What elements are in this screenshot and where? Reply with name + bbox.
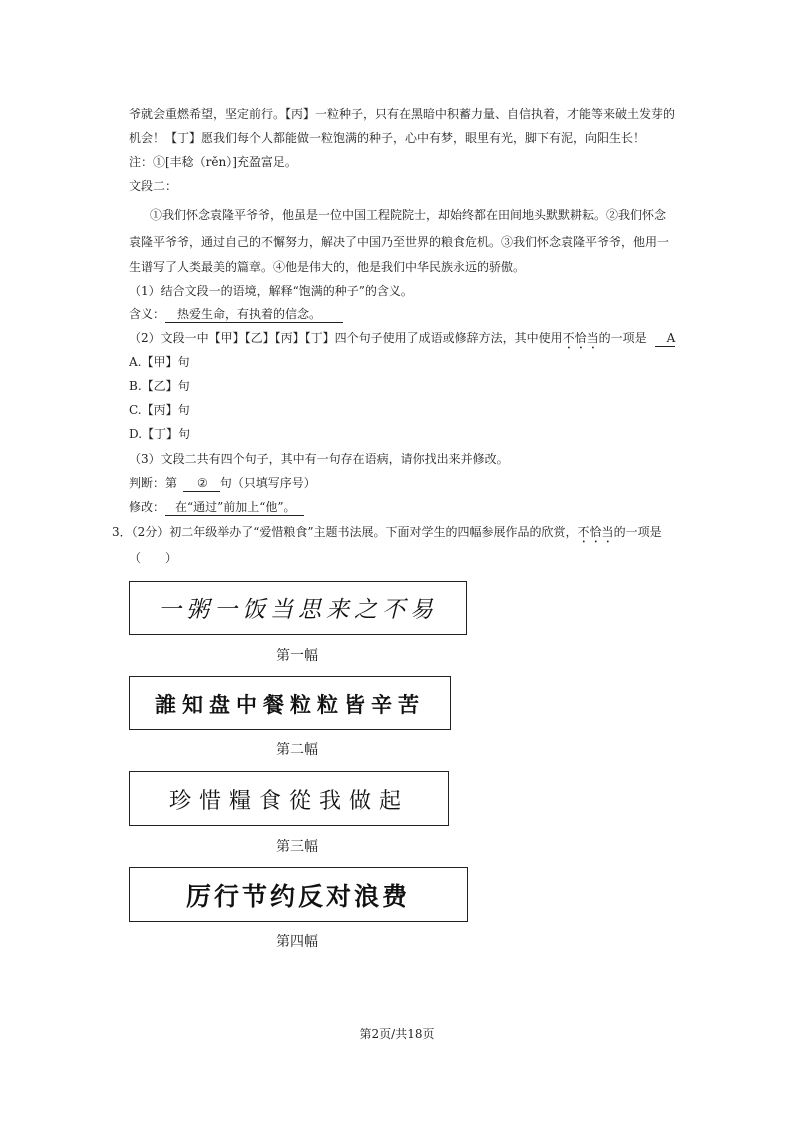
calligraphy-work-2 [129, 676, 451, 730]
calligraphy-caption-2: 第二幅 [276, 742, 318, 758]
q2-option-a: A.【甲】句 [129, 355, 190, 369]
paragraph2-line2: 袁隆平爷爷，通过自己的不懈努力，解决了中国乃至世界的粮食危机。③我们怀念袁隆平爷爷，他用一 [129, 235, 670, 249]
q3-fix-line [129, 499, 304, 516]
paragraph2-line1: ①我们怀念袁隆平爷爷，他虽是一位中国工程院院士，却始终都在田间地头默默耕耘。②我们怀念 [150, 208, 667, 222]
q1-prompt: （1）结合文段一的语境，解释“饱满的种子”的含义。 [129, 284, 413, 298]
q2-prompt-before: （2）文段一中【甲】【乙】【丙】【丁】四个句子使用了成语或修辞方法，其中使用 [129, 331, 563, 345]
paragraph2-line3: 生谱写了人类最美的篇章。④他是伟大的，他是我们中华民族永远的骄傲。 [129, 260, 526, 274]
calligraphy-work-1-text: 一粥一饭当思来之不易 [158, 597, 438, 623]
q1-answer: 热爱生命，有执着的信念。 [165, 307, 343, 323]
calligraphy-work-1-svg [130, 582, 466, 634]
calligraphy-work-4 [129, 867, 468, 922]
page-footer: 第2页/共18页 [359, 1027, 435, 1041]
q3-fix-answer: 在“通过”前加上“他”。 [165, 500, 304, 516]
question3-prompt-after: 的一项是 [613, 525, 662, 539]
q1-answer-label: 含义： [129, 307, 166, 321]
question3-blank: （ ） [129, 551, 178, 565]
paragraph1-line1: 爷就会重燃希望，坚定前行。【丙】一粒种子，只有在黑暗中积蓄力量、自信执着，才能等来破土发芽的 [129, 107, 676, 121]
q3-judge-answer: ② [183, 476, 220, 492]
q3-judge-suffix: 句（只填写序号） [219, 476, 316, 490]
q2-prompt-line [129, 330, 675, 352]
q2-option-b: B.【乙】句 [129, 379, 190, 393]
q2-emphasis: 不恰当 [562, 331, 599, 345]
q3-judge-label: 判断：第 [129, 476, 178, 490]
q2-prompt-after: 的一项是 [598, 331, 647, 345]
q3-fix-label: 修改： [129, 500, 166, 514]
calligraphy-work-1 [129, 581, 467, 635]
calligraphy-work-4-svg [130, 868, 467, 921]
footnote: 注：①[丰稔（rěn）]充盈富足。 [129, 155, 297, 169]
question3-line1 [112, 524, 662, 546]
q2-option-c: C.【丙】句 [129, 403, 190, 417]
q3-prompt: （3）文段二共有四个句子，其中有一句存在语病，请你找出来并修改。 [129, 452, 509, 466]
paragraph1-line2: 机会！【丁】愿我们每个人都能做一粒饱满的种子，心中有梦，眼里有光，脚下有泥，向阳生长！ [129, 131, 646, 145]
section2-title: 文段二： [129, 179, 178, 193]
calligraphy-work-3 [129, 771, 449, 826]
q3-judge-line [129, 475, 316, 492]
q2-option-d: D.【丁】句 [129, 427, 191, 441]
calligraphy-caption-1: 第一幅 [276, 648, 318, 664]
q2-answer: A [655, 331, 676, 347]
q1-answer-line [129, 306, 343, 323]
calligraphy-work-3-text: 珍惜糧食從我做起 [168, 789, 410, 814]
question3-prompt-before: 3．（2分）初二年级举办了“爱惜粮食”主题书法展。下面对学生的四幅参展作品的欣赏， [112, 525, 578, 539]
calligraphy-caption-4: 第四幅 [276, 934, 318, 950]
calligraphy-work-4-text: 厉行节约反对浪费 [185, 882, 411, 911]
question3-emphasis: 不恰当 [577, 525, 614, 539]
calligraphy-work-2-text: 誰知盘中餐粒粒皆辛苦 [155, 692, 425, 717]
calligraphy-caption-3: 第三幅 [276, 839, 318, 855]
calligraphy-work-3-svg [130, 772, 448, 825]
calligraphy-work-2-svg [130, 677, 450, 729]
